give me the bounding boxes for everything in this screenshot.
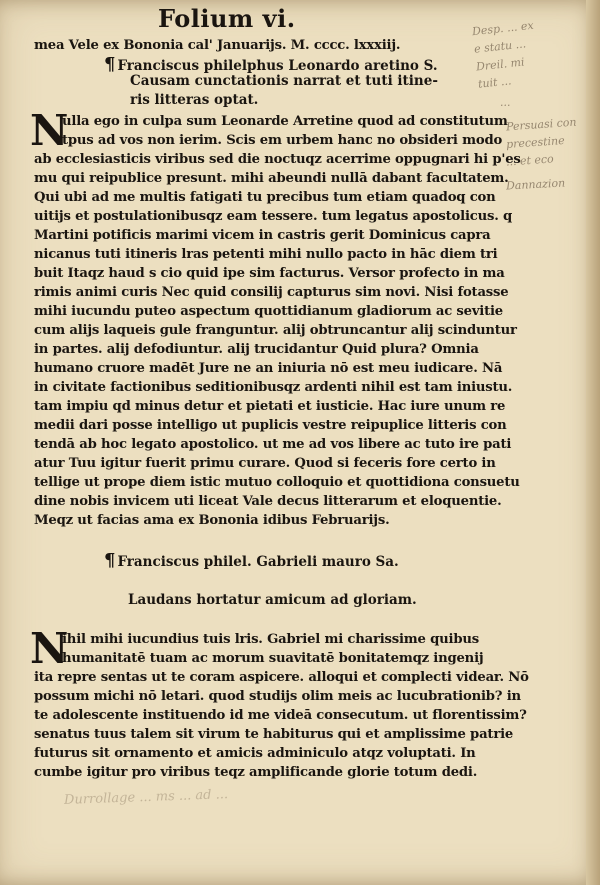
text-line: in partes. alij defodiuntur. alij trucidantur Quid plura? Omnia [34,342,479,357]
margin-annotation: ... et eco [505,152,555,169]
margin-annotation: Dreil. mi [475,55,526,74]
text-line: tpus ad vos non ierim. Scis em urbem hanc no obsideri modo [62,133,503,148]
margin-annotation: tuit ... [477,74,513,91]
text-line: ulla ego in culpa sum Leonarde Arretine quod ad constitutum [62,114,508,129]
margin-annotation: Persuasi con [505,115,577,134]
text-line: Meqz ut facias ama ex Bononia idibus Februarijs. [34,513,390,528]
drop-initial: N [30,624,69,673]
text-line: cumbe igitur pro viribus teqz amplificande glorie totum dedi. [34,765,478,780]
text-line: te adolescente instituendo id me videā consecutum. ut florentissim? [34,708,527,723]
text-line: rimis animi curis Nec quid consilij capturus sim novi. Nisi fotasse [34,285,509,300]
margin-annotation: e statu ... [473,37,527,56]
text-line: Qui ubi ad me multis fatigati tu precibus tum etiam quadoq con [34,190,496,205]
text-line: ihil mihi iucundius tuis lris. Gabriel mi charissime quibus [62,632,479,647]
letter1-salutation-text: Franciscus philelphus Leonardo aretino S. [117,58,438,74]
page-edge-shadow [586,0,600,885]
text-line: atur Tuu igitur fuerit primu curare. Quod si feceris fore certo in [34,456,496,471]
pilcrow-icon: ¶ [104,550,116,571]
pilcrow-icon: ¶ [104,54,116,75]
text-line: ab ecclesiasticis viribus sed die noctuqz acerrime oppugnari hi p'es [34,152,521,167]
text-line: mu qui reipublice presunt. mihi abeundi nullā dabant facultatem. [34,171,509,186]
text-line: humano cruore madēt Jure ne an iniuria nō est meu iudicare. Nā [34,361,503,376]
text-line: possum michi nō letari. quod studijs olim meis ac lucubrationib? in [34,689,521,704]
margin-annotation: Desp. ... ex [471,18,535,39]
letter1-salutation [104,54,438,75]
text-line: humanitatē tuam ac morum suavitatē bonitatemqz ingenij [62,651,484,666]
dateline: mea Vele ex Bononia cal' Januarijs. M. cccc. lxxxiij. [34,38,401,53]
text-line: medii dari posse intelligo ut puplicis vestre reipuplice litteris con [34,418,507,433]
text-line: futurus sit ornamento et amicis adminiculo atqz voluptati. In [34,746,476,761]
text-line: nicanus tuti itineris lras petenti mihi nullo pacto in hāc diem tri [34,247,498,262]
text-line: tellige ut prope diem istic mutuo colloquio et quottidiona consuetu [34,475,520,490]
text-line: cum alijs laqueis gule franguntur. alij obtruncantur alij scinduntur [34,323,517,338]
margin-annotation: ... [500,96,511,109]
letter2-salutation-text: Franciscus philel. Gabrieli mauro Sa. [117,554,399,570]
faint-bottom-annotation: Durrollage ... ms ... ad ... [63,787,229,808]
margin-annotation: Dannazion [505,176,566,193]
letter1-summary-line: Causam cunctationis narrat et tuti itine- [130,73,438,89]
text-line: dine nobis invicem uti liceat Vale decus litterarum et eloquentie. [34,494,502,509]
text-line: uitijs et postulationibusqz eam tessere. tum legatus apostolicus. q [34,209,513,224]
text-line: buit Itaqz haud s cio quid ipe sim facturus. Versor profecto in ma [34,266,505,281]
margin-annotation: precestine [505,133,566,152]
letter2-summary-line: Laudans hortatur amicum ad gloriam. [128,592,417,608]
text-line: tam impiu qd minus detur et pietati et iusticie. Hac iure unum re [34,399,506,414]
text-line: ita repre sentas ut te coram aspicere. alloqui et complecti videar. Nō [34,670,529,685]
text-line: Martini potificis marimi vicem in castris gerit Dominicus capra [34,228,491,243]
letter1-summary-line: ris litteras optat. [130,92,259,108]
letter2-salutation [104,550,399,571]
folio-heading: Folium vi. [158,4,296,33]
drop-initial: N [30,106,69,155]
text-line: mihi iucundu puteo aspectum quottidianum gladiorum ac sevitie [34,304,503,319]
text-line: in civitate factionibus seditionibusqz ardenti nihil est tam iniustu. [34,380,513,395]
text-line: tendā ab hoc legato apostolico. ut me ad vos libere ac tuto ire pati [34,437,512,452]
text-line: senatus tuus talem sit virum te habiturus qui et amplissime patrie [34,727,514,742]
